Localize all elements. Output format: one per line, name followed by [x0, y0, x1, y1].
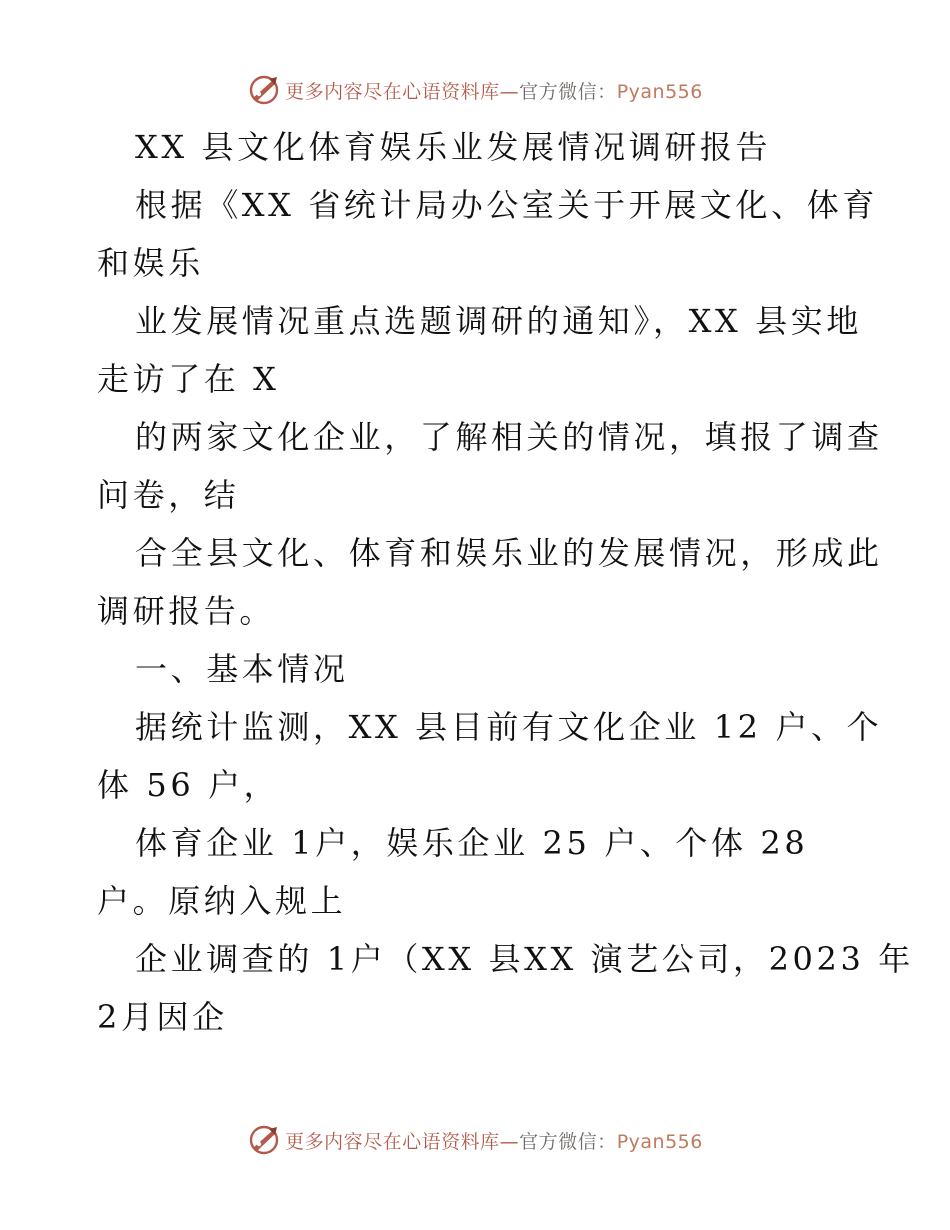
watermark-prefix: 更多内容尽在心语资料库 — [285, 1130, 500, 1153]
quill-pen-logo-icon — [247, 73, 281, 107]
paragraph-line: 合全县文化、体育和娱乐业的发展情况，形成此 — [135, 534, 883, 572]
watermark-dash: — — [499, 1130, 520, 1153]
document-body — [97, 118, 914, 1046]
quill-pen-logo-icon — [247, 1123, 281, 1157]
watermark-wechat-id: Pyan556 — [616, 1130, 703, 1153]
footer-watermark-banner — [0, 1118, 950, 1162]
watermark-dash: — — [499, 80, 520, 103]
paragraph-line: 走访了在 X — [97, 360, 280, 398]
paragraph-line: 企业调查的 1户（XX 县XX 演艺公司，2023 年 — [135, 940, 914, 978]
paragraph-line: 体 56 户， — [97, 766, 280, 804]
document-title: XX 县文化体育娱乐业发展情况调研报告 — [135, 128, 772, 166]
watermark-contact-label: 官方微信： — [519, 1130, 617, 1153]
paragraph-line: 问卷，结 — [97, 476, 240, 514]
section-heading: 一、基本情况 — [135, 650, 349, 688]
watermark-text — [285, 1127, 703, 1154]
watermark-wechat-id: Pyan556 — [616, 80, 703, 103]
paragraph-line: 业发展情况重点选题调研的通知》，XX 县实地 — [135, 302, 862, 340]
paragraph-line: 和娱乐 — [97, 244, 204, 282]
watermark-contact-label: 官方微信： — [519, 80, 617, 103]
header-watermark-banner — [0, 68, 950, 112]
watermark-prefix: 更多内容尽在心语资料库 — [285, 80, 500, 103]
watermark-text — [285, 77, 703, 104]
paragraph-line: 调研报告。 — [97, 592, 276, 630]
paragraph-line: 体育企业 1户，娱乐企业 25 户、个体 28 — [135, 824, 809, 862]
paragraph-line: 据统计监测，XX 县目前有文化企业 12 户、个 — [135, 708, 883, 746]
paragraph-line: 户。原纳入规上 — [97, 882, 347, 920]
paragraph-line: 的两家文化企业，了解相关的情况，填报了调查 — [135, 418, 883, 456]
paragraph-line: 根据《XX 省统计局办公室关于开展文化、体育 — [135, 186, 878, 224]
paragraph-line: 2月因企 — [97, 998, 228, 1036]
